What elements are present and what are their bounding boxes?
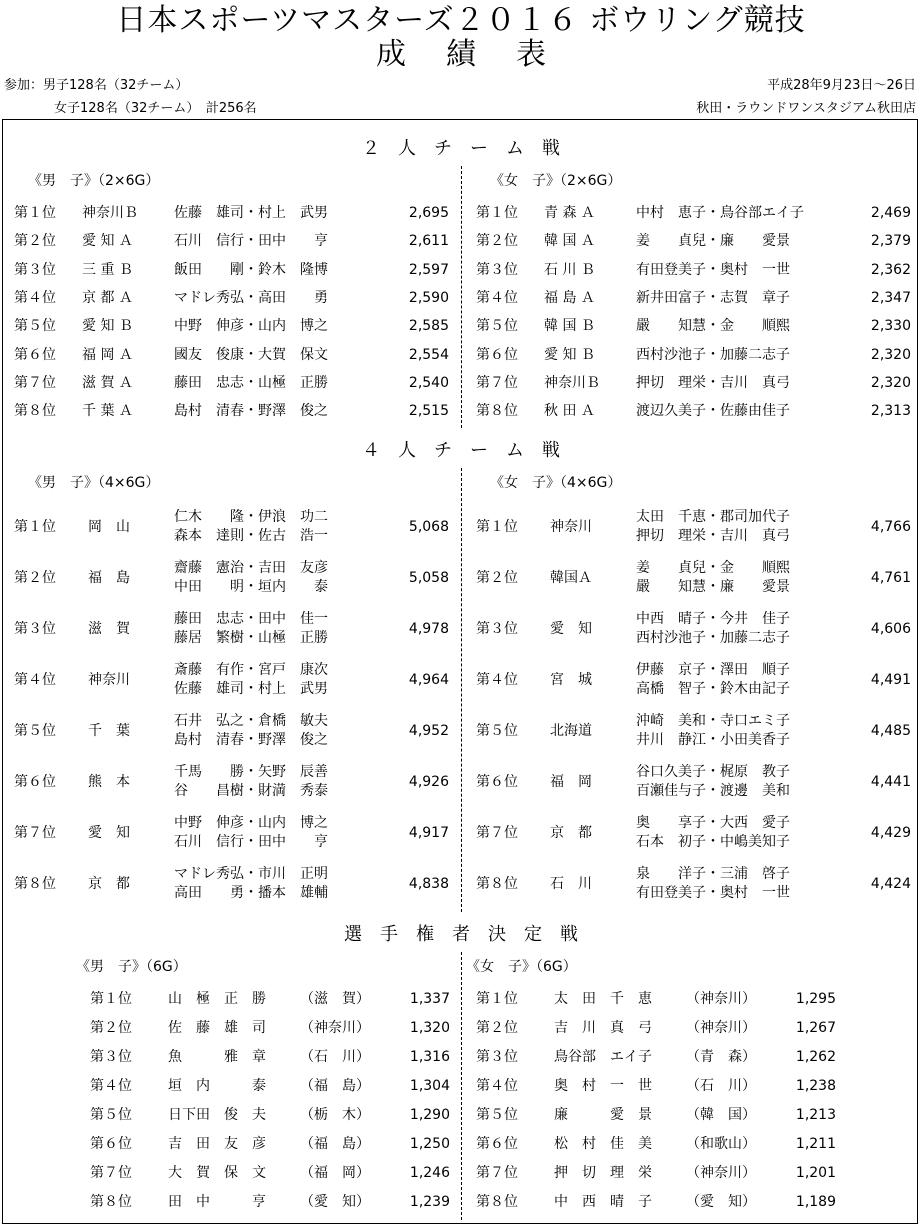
team-score: 2,469 [870, 205, 911, 221]
prefecture: （栃 木） [300, 1107, 370, 1123]
player-names-line2: 藤居 繁樹・山極 正勝 [174, 630, 328, 646]
player-names-line1: 齋藤 憲治・吉田 友彦 [174, 560, 328, 576]
player-names: 飯田 剛・鈴木 隆博 [174, 261, 328, 278]
team-score: 5,058 [408, 570, 449, 586]
player-names: 姜 貞兒・廉 愛景 [636, 233, 790, 250]
player-names: 新井田富子・志賀 章子 [636, 289, 790, 306]
player-names: 藤田 忠志・山極 正勝 [174, 374, 328, 391]
player-names: 中村 恵子・鳥谷部エイ子 [636, 205, 804, 221]
rank: 第７位 [14, 825, 56, 841]
team-score: 2,313 [870, 403, 911, 420]
rank: 第３位 [14, 261, 56, 278]
player-names-line1: 中西 晴子・今井 佳子 [636, 611, 790, 627]
player-score: 1,337 [409, 991, 450, 1007]
team-score: 4,952 [408, 723, 449, 739]
player-score: 1,211 [795, 1136, 836, 1152]
rank: 第３位 [476, 1049, 518, 1065]
player-names-line2: 有田登美子・奥村 一世 [636, 885, 790, 901]
team-name: 福 岡 Ａ [82, 346, 133, 363]
prefecture: （福 岡） [300, 1165, 370, 1181]
team-name: 福 島 [88, 570, 130, 586]
player-names: 島村 清春・野澤 俊之 [174, 403, 328, 420]
team-name: 福 島 Ａ [544, 289, 595, 306]
rank: 第１位 [14, 205, 56, 221]
rank: 第８位 [14, 876, 56, 892]
prefecture: （滋 賀） [300, 991, 370, 1007]
event-date: 平成28年9月23日～26日 [767, 78, 916, 93]
player-names-line2: 百瀬佳与子・渡邊 美和 [636, 783, 790, 799]
rank: 第４位 [90, 1078, 132, 1094]
rank: 第１位 [476, 519, 518, 535]
player-names-line1: 斎藤 有作・宮戸 康次 [174, 662, 328, 678]
team-score: 4,606 [870, 621, 911, 637]
team-name: 秋 田 Ａ [544, 403, 595, 420]
rank: 第６位 [14, 346, 56, 363]
prefecture: （石 川） [686, 1078, 756, 1094]
team-score: 4,485 [870, 723, 911, 739]
rank: 第４位 [14, 672, 56, 688]
team-score: 2,590 [408, 289, 449, 306]
player-names-line2: 高田 勇・播本 雄輔 [174, 885, 328, 901]
rank: 第５位 [14, 723, 56, 739]
player-score: 1,290 [409, 1107, 450, 1123]
rank: 第３位 [90, 1049, 132, 1065]
player-score: 1,201 [795, 1165, 836, 1181]
player-names-line1: 伊藤 京子・澤田 順子 [636, 662, 790, 678]
rank: 第２位 [14, 570, 56, 586]
team-score: 2,347 [870, 289, 911, 306]
rank: 第２位 [14, 233, 56, 250]
player-names-line1: 藤田 忠志・田中 佳一 [174, 611, 328, 627]
rank: 第１位 [476, 205, 518, 221]
team-score: 4,917 [408, 825, 449, 841]
team-name: 京 都 [88, 876, 130, 892]
team-score: 2,320 [870, 346, 911, 363]
player-names-line1: 石井 弘之・倉橋 敏夫 [174, 713, 328, 729]
player-score: 1,316 [409, 1049, 450, 1065]
prefecture: （愛 知） [300, 1194, 370, 1210]
team-score: 2,611 [408, 233, 449, 250]
team-name: 神奈川 [88, 672, 130, 688]
rank: 第７位 [14, 374, 56, 391]
player-name: 吉 田 友 彦 [168, 1136, 266, 1152]
player-names: 佐藤 雄司・村上 武男 [174, 205, 328, 221]
rank: 第６位 [476, 774, 518, 790]
player-names-line1: 奥 享子・大西 愛子 [636, 815, 790, 831]
two-team-divider [461, 166, 462, 428]
player-name: 大 賀 保 文 [168, 1165, 266, 1181]
player-names-line2: 押切 理栄・吉川 真弓 [636, 528, 790, 544]
rank: 第４位 [476, 289, 518, 306]
team-name: 神奈川Ｂ [82, 205, 138, 221]
team-name: 岡 山 [88, 519, 130, 535]
team-score: 2,554 [408, 346, 449, 363]
team-name: 神奈川Ｂ [544, 374, 600, 391]
rank: 第５位 [476, 318, 518, 335]
player-names-line2: 中田 明・垣内 泰 [174, 579, 328, 595]
team-score: 2,597 [408, 261, 449, 278]
team-name: 青 森 Ａ [544, 205, 595, 221]
document-subtitle: 成績表 [376, 37, 586, 72]
document-title: 日本スポーツマスターズ２０１６ ボウリング競技 [116, 3, 806, 38]
individual-divider [461, 952, 462, 1220]
team-score: 2,515 [408, 403, 449, 420]
player-name: 山 極 正 勝 [168, 991, 266, 1007]
rank: 第６位 [476, 1136, 518, 1152]
team-name: 韓国Ａ [550, 570, 592, 586]
player-names-line2: 谷 昌樹・財満 秀泰 [174, 783, 328, 799]
player-names-line1: 沖崎 美和・寺口エミ子 [636, 713, 790, 729]
player-name: 田 中 亨 [168, 1194, 266, 1210]
rank: 第８位 [14, 403, 56, 420]
team-name: 韓 国 Ｂ [544, 318, 595, 335]
team-name: 愛 知 [88, 825, 130, 841]
team-score: 4,926 [408, 774, 449, 790]
individual-women-label: 《女 子》（6G） [466, 959, 577, 975]
participants-women: 女子128名（32チーム） 計256名 [54, 101, 257, 116]
player-names-line1: 千馬 勝・矢野 辰善 [174, 764, 328, 780]
team-name: 石 川 Ｂ [544, 261, 595, 278]
player-name: 鳥谷部 エイ子 [554, 1049, 652, 1065]
rank: 第２位 [476, 233, 518, 250]
player-names-line2: 石本 初子・中嶋美知子 [636, 834, 790, 850]
team-name: 千 葉 [88, 723, 130, 739]
player-score: 1,267 [795, 1020, 836, 1036]
prefecture: （神奈川） [686, 991, 756, 1007]
player-names: 押切 理栄・吉川 真弓 [636, 374, 790, 391]
individual-men-label: 《男 子》（6G） [76, 959, 187, 975]
team-name: 北海道 [550, 723, 592, 739]
player-names-line1: 太田 千恵・郡司加代子 [636, 509, 790, 525]
team-name: 熊 本 [88, 774, 130, 790]
player-score: 1,238 [795, 1078, 836, 1094]
rank: 第８位 [476, 403, 518, 420]
rank: 第７位 [476, 374, 518, 391]
rank: 第２位 [476, 1020, 518, 1036]
player-name: 日下田 俊 夫 [168, 1107, 266, 1123]
team-name: 神奈川 [550, 519, 592, 535]
rank: 第３位 [476, 261, 518, 278]
player-score: 1,246 [409, 1165, 450, 1181]
four-team-men-label: 《男 子》（4×6G） [28, 475, 160, 491]
rank: 第２位 [476, 570, 518, 586]
player-score: 1,213 [795, 1107, 836, 1123]
player-names-line2: 高橋 智子・鈴木由記子 [636, 681, 790, 697]
player-names-line1: マドレ秀弘・市川 正明 [174, 866, 328, 882]
player-names: 渡辺久美子・佐藤由佳子 [636, 403, 790, 420]
four-team-women-label: 《女 子》（4×6G） [490, 475, 622, 491]
rank: 第５位 [476, 723, 518, 739]
team-score: 2,695 [408, 205, 449, 221]
player-names: 西村沙池子・加藤二志子 [636, 346, 790, 363]
team-name: 愛 知 Ａ [82, 233, 133, 250]
rank: 第８位 [476, 876, 518, 892]
rank: 第８位 [90, 1194, 132, 1210]
rank: 第７位 [476, 1165, 518, 1181]
team-score: 2,330 [870, 318, 911, 335]
rank: 第６位 [90, 1136, 132, 1152]
player-name: 垣 内 泰 [168, 1078, 266, 1094]
team-score: 2,540 [408, 374, 449, 391]
prefecture: （神奈川） [686, 1165, 756, 1181]
team-score: 4,424 [870, 876, 911, 892]
two-team-men-label: 《男 子》（2×6G） [28, 173, 160, 189]
rank: 第１位 [90, 991, 132, 1007]
rank: 第８位 [476, 1194, 518, 1210]
prefecture: （和歌山） [686, 1136, 756, 1152]
rank: 第６位 [476, 346, 518, 363]
rank: 第５位 [476, 1107, 518, 1123]
team-score: 4,964 [408, 672, 449, 688]
team-name: 愛 知 [550, 621, 592, 637]
player-names: マドレ秀弘・高田 勇 [174, 289, 328, 306]
team-name: 愛 知 Ｂ [82, 318, 133, 335]
rank: 第１位 [14, 519, 56, 535]
player-name: 押 切 理 栄 [554, 1165, 652, 1181]
prefecture: （韓 国） [686, 1107, 756, 1123]
team-score: 2,320 [870, 374, 911, 391]
rank: 第５位 [90, 1107, 132, 1123]
team-name: 福 岡 [550, 774, 592, 790]
player-name: 太 田 千 恵 [554, 991, 652, 1007]
team-score: 4,766 [870, 519, 911, 535]
rank: 第１位 [476, 991, 518, 1007]
player-names-line1: 中野 伸彦・山内 博之 [174, 815, 328, 831]
player-names-line2: 井川 静江・小田美香子 [636, 732, 790, 748]
player-score: 1,250 [409, 1136, 450, 1152]
team-name: 滋 賀 Ａ [82, 374, 133, 391]
individual-heading: 選手権者決定戦 [344, 924, 596, 945]
player-score: 1,304 [409, 1078, 450, 1094]
prefecture: （神奈川） [300, 1020, 370, 1036]
player-score: 1,320 [409, 1020, 450, 1036]
player-names: 有田登美子・奥村 一世 [636, 261, 790, 278]
event-venue: 秋田・ラウンドワンスタジアム秋田店 [696, 101, 916, 116]
rank: 第４位 [476, 672, 518, 688]
prefecture: （神奈川） [686, 1020, 756, 1036]
team-score: 4,838 [408, 876, 449, 892]
player-name: 吉 川 真 弓 [554, 1020, 652, 1036]
prefecture: （青 森） [686, 1049, 756, 1065]
player-names: 嚴 知慧・金 順熙 [636, 318, 790, 335]
rank: 第７位 [90, 1165, 132, 1181]
team-score: 5,068 [408, 519, 449, 535]
prefecture: （石 川） [300, 1049, 370, 1065]
player-names: 石川 信行・田中 亨 [174, 233, 328, 250]
player-name: 松 村 佳 美 [554, 1136, 652, 1152]
four-team-divider [461, 468, 462, 912]
player-names-line1: 谷口久美子・梶原 教子 [636, 764, 790, 780]
player-names: 中野 伸彦・山内 博之 [174, 318, 328, 335]
four-team-heading: ４人チーム戦 [362, 440, 578, 461]
two-team-women-label: 《女 子》（2×6G） [490, 173, 622, 189]
player-score: 1,295 [795, 991, 836, 1007]
team-score: 2,585 [408, 318, 449, 335]
team-score: 4,761 [870, 570, 911, 586]
team-name: 韓 国 Ａ [544, 233, 595, 250]
player-names-line2: 嚴 知慧・廉 愛景 [636, 579, 790, 595]
team-name: 京 都 [550, 825, 592, 841]
prefecture: （愛 知） [686, 1194, 756, 1210]
team-score: 4,491 [870, 672, 911, 688]
player-names: 國友 俊康・大賀 保文 [174, 346, 328, 363]
player-names-line1: 泉 洋子・三浦 啓子 [636, 866, 790, 882]
team-name: 滋 賀 [88, 621, 130, 637]
team-score: 4,441 [870, 774, 911, 790]
player-names-line1: 仁木 隆・伊浪 功二 [174, 509, 328, 525]
player-name: 魚 雅 章 [168, 1049, 266, 1065]
rank: 第３位 [476, 621, 518, 637]
rank: 第５位 [14, 318, 56, 335]
team-score: 4,978 [408, 621, 449, 637]
rank: 第６位 [14, 774, 56, 790]
player-names-line2: 西村沙池子・加藤二志子 [636, 630, 790, 646]
team-name: 石 川 [550, 876, 592, 892]
team-score: 2,362 [870, 261, 911, 278]
prefecture: （福 島） [300, 1136, 370, 1152]
player-names-line1: 姜 貞兒・金 順熙 [636, 560, 790, 576]
rank: 第３位 [14, 621, 56, 637]
player-name: 廉 愛 景 [554, 1107, 652, 1123]
rank: 第４位 [476, 1078, 518, 1094]
prefecture: （福 島） [300, 1078, 370, 1094]
player-names-line2: 森本 達則・佐古 浩一 [174, 528, 328, 544]
team-name: 千 葉 Ａ [82, 403, 133, 420]
player-name: 佐 藤 雄 司 [168, 1020, 266, 1036]
team-score: 2,379 [870, 233, 911, 250]
team-score: 4,429 [870, 825, 911, 841]
player-names-line2: 石川 信行・田中 亨 [174, 834, 328, 850]
player-score: 1,262 [795, 1049, 836, 1065]
team-name: 京 都 Ａ [82, 289, 133, 306]
player-names-line2: 島村 清春・野澤 俊之 [174, 732, 328, 748]
team-name: 三 重 Ｂ [82, 261, 133, 278]
player-names-line2: 佐藤 雄司・村上 武男 [174, 681, 328, 697]
player-score: 1,239 [409, 1194, 450, 1210]
player-score: 1,189 [795, 1194, 836, 1210]
player-name: 中 西 晴 子 [554, 1194, 652, 1210]
participants-men: 参加：男子128名（32チーム） [4, 78, 189, 93]
two-team-heading: ２人チーム戦 [362, 138, 578, 159]
team-name: 愛 知 Ｂ [544, 346, 595, 363]
rank: 第２位 [90, 1020, 132, 1036]
rank: 第４位 [14, 289, 56, 306]
player-name: 奥 村 一 世 [554, 1078, 652, 1094]
rank: 第７位 [476, 825, 518, 841]
team-name: 宮 城 [550, 672, 592, 688]
